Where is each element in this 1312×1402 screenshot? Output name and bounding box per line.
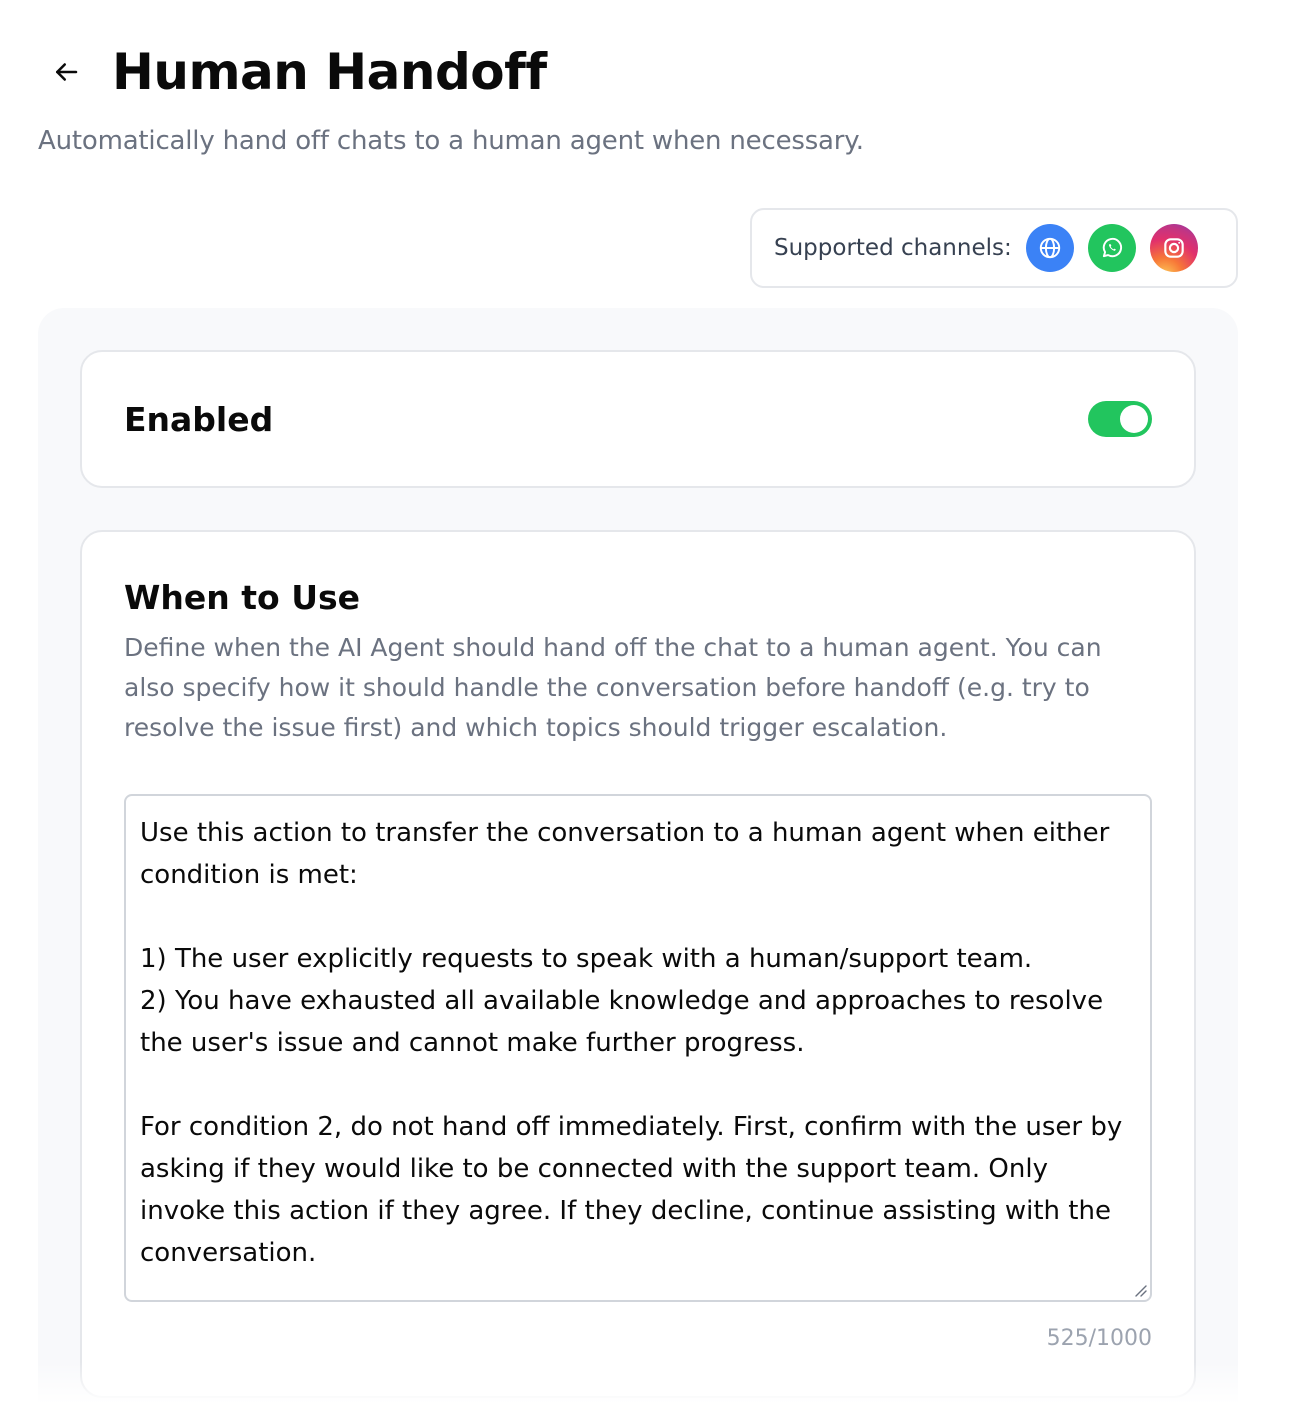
character-counter: 525/1000	[1046, 1326, 1152, 1351]
resize-handle-icon[interactable]	[1130, 1280, 1148, 1298]
page-header	[38, 40, 1238, 156]
bottom-fade	[0, 1362, 1312, 1402]
page-subtitle: Automatically hand off chats to a human agent when necessary.	[38, 126, 864, 156]
page-title: Human Handoff	[112, 43, 547, 101]
back-button[interactable]	[38, 44, 94, 100]
globe-icon	[1026, 224, 1074, 272]
enabled-card	[80, 350, 1196, 488]
whatsapp-icon	[1088, 224, 1136, 272]
supported-channels-label: Supported channels:	[774, 235, 1012, 261]
when-to-use-description: Define when the AI Agent should hand off the chat to a human agent. You can also specify how it should handle the conversation before handoff (e.g. try to resolve the issue first) and which topics should trigger escalation.	[124, 633, 1102, 742]
when-to-use-card	[80, 530, 1196, 1398]
settings-panel	[38, 308, 1238, 1402]
title-row	[38, 40, 1238, 104]
enabled-toggle[interactable]	[1088, 401, 1152, 437]
when-to-use-title: When to Use	[124, 578, 361, 617]
instructions-field-wrapper	[124, 794, 1152, 1302]
instructions-textarea[interactable]	[126, 796, 1150, 1300]
arrow-left-icon	[51, 57, 81, 87]
instagram-icon	[1150, 224, 1198, 272]
supported-channels	[750, 208, 1238, 288]
toggle-knob	[1120, 405, 1148, 433]
enabled-label: Enabled	[124, 399, 274, 439]
